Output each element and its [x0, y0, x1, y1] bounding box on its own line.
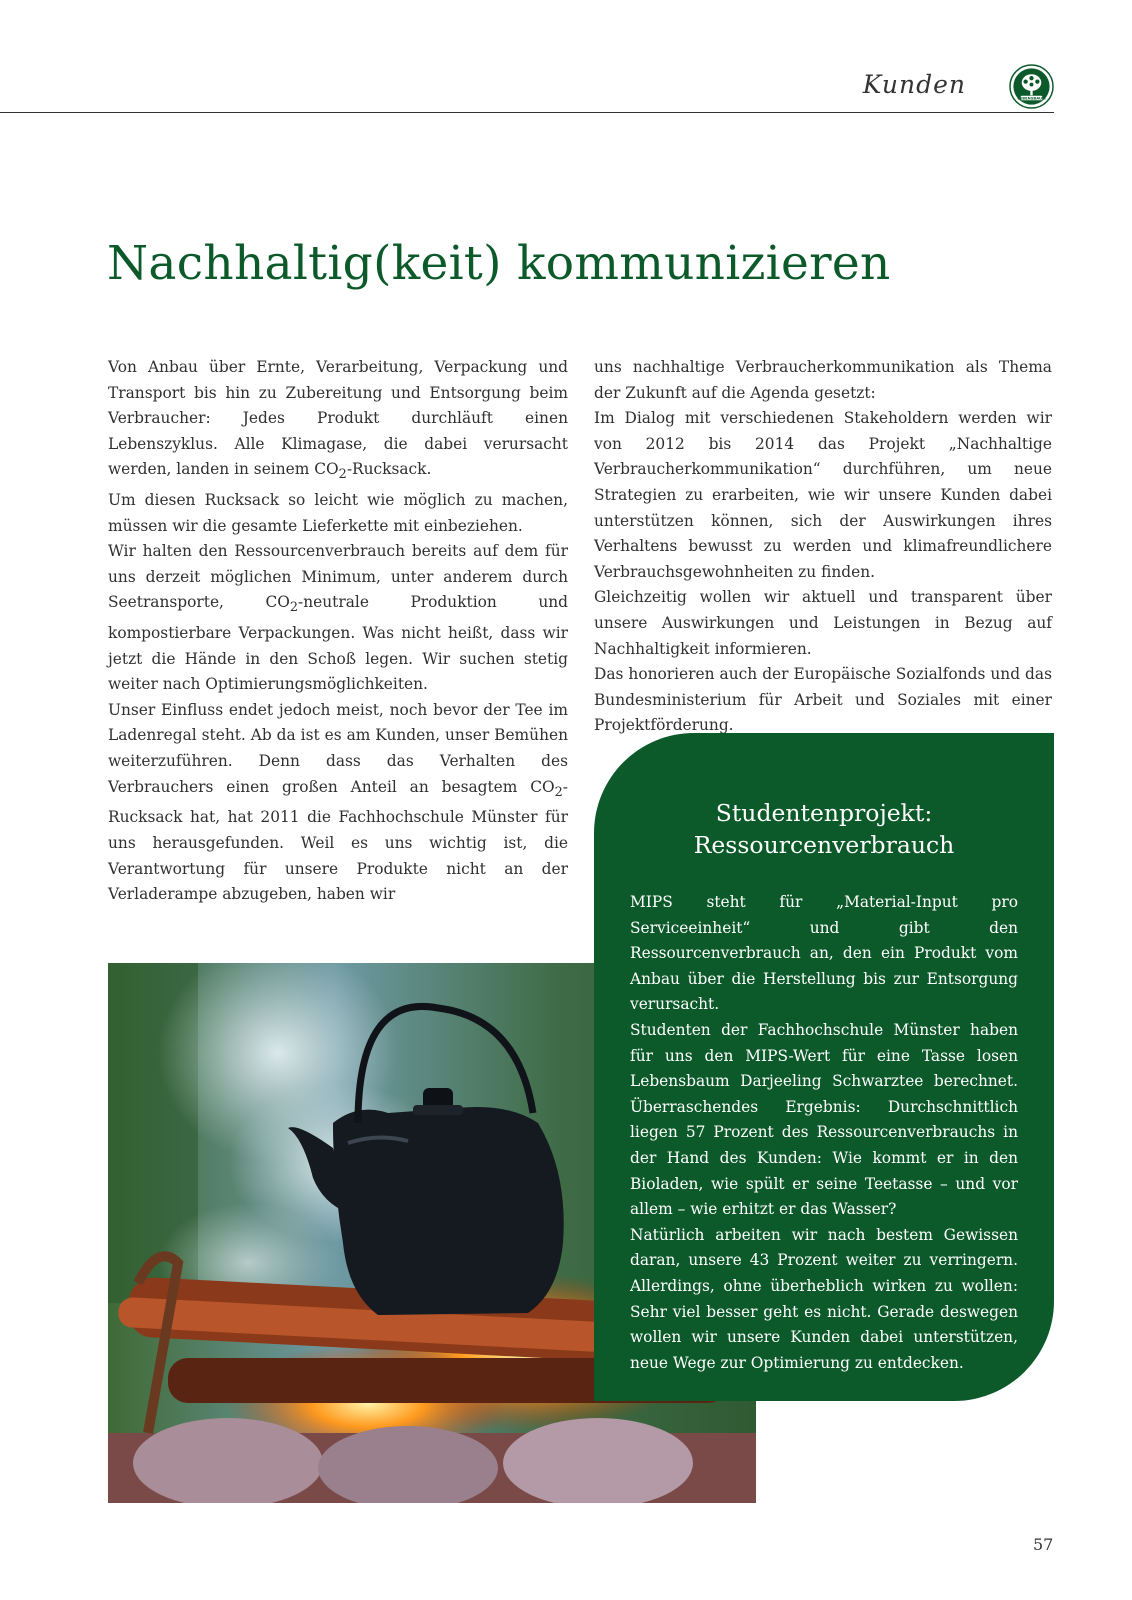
- paragraph: Natürlich arbeiten wir nach bestem Gewissen daran, unsere 43 Prozent weiter zu verringern. Allerdings, ohne überheblich wirken zu wollen: Sehr viel besser geht es nicht. Gerade deswegen wollen wir unsere Kunden dabei unterstützen, neue Wege zur Optimierung zu entdecken.: [630, 1225, 1018, 1372]
- header-rule: [0, 112, 1054, 113]
- student-project-box: [594, 733, 1054, 1401]
- section-label: Kunden: [862, 70, 966, 99]
- paragraph: Im Dialog mit verschiedenen Stakeholdern werden wir von 2012 bis 2014 das Projekt „Nachhaltige Verbraucherkommunikation“ durchführen, um neue Strategien zu erarbeiten, wie wir unsere Kunden dabei unterstützen können, sich der Auswirkungen ihres Verhaltens bewusst zu werden und klimafreundlichere Verbrauchsgewohnheiten zu finden.: [594, 409, 1052, 581]
- paragraph: Studenten der Fachhochschule Münster haben für uns den MIPS-Wert für eine Tasse losen Lebensbaum Darjeeling Schwarztee berechnet. Überraschendes Ergebnis: Durchschnittlich liegen 57 Prozent des Ressourcenverbrauchs in der Hand des Kunden: Wie kommt er in den Bioladen, wie spült er seine Teetasse – und vor allem – wie erhitzt er das Wasser?: [630, 1020, 1018, 1219]
- paragraph: uns nachhaltige Verbraucherkommunikation als Thema der Zukunft auf die Agenda gesetzt:: [594, 358, 1052, 402]
- logo-wordmark: LEBENSBAUM: [1017, 96, 1046, 101]
- paragraph: Um diesen Rucksack so leicht wie möglich zu machen, müssen wir die gesamte Lieferkette mit einbeziehen.: [108, 491, 568, 535]
- left-text-column: [108, 355, 568, 908]
- paragraph: Von Anbau über Ernte, Verarbeitung, Verpackung und Transport bis hin zu Zubereitung und Entsorgung beim Verbraucher: Jedes Produkt durchläuft einen Lebenszyklus. Alle Klimagase, die dabei verursacht werden, landen in seinem $CO_2$-Rucksack.: [108, 358, 568, 483]
- page-title: Nachhaltig(keit) kommunizieren: [107, 236, 891, 291]
- paragraph: Gleichzeitig wollen wir aktuell und transparent über unsere Auswirkungen und Leistungen in Bezug auf Nachhaltigkeit informieren.: [594, 588, 1052, 658]
- paragraph: Wir halten den Ressourcenverbrauch bereits auf dem für uns derzeit möglichen Minimum, unter anderem durch Seetransporte, $CO_2$-neutrale Produktion und kompostierbare Verpackungen. Was nicht heißt, dass wir jetzt die Hände in den Schoß legen. Wir suchen stetig weiter nach Optimierungsmöglichkeiten.: [108, 542, 569, 694]
- lebensbaum-logo: [1009, 64, 1054, 109]
- page-number: 57: [1033, 1535, 1054, 1554]
- paragraph: Unser Einfluss endet jedoch meist, noch bevor der Tee im Ladenregal steht. Ab da ist es am Kunden, unser Bemühen weiterzuführen. Denn dass das Verhalten des Verbrauchers einen großen Anteil an besagtem $CO_2$-Rucksack hat, hat 2011 die Fachhochschule Münster für uns herausgefunden. Weil es uns wichtig ist, die Verantwortung für unsere Produkte nicht an der Verladerampe abzugeben, haben wir: [108, 700, 568, 904]
- box-body: [630, 890, 1018, 1376]
- paragraph: MIPS steht für „Material-Input pro Serviceeinheit“ und gibt den Ressourcenverbrauch an, den ein Produkt vom Anbau über die Herstellung bis zur Entsorgung verursacht.: [630, 893, 1018, 1014]
- right-text-column: [594, 355, 1052, 739]
- box-title: Studentenprojekt: Ressourcenverbrauch: [693, 799, 955, 859]
- paragraph: Das honorieren auch der Europäische Sozialfonds und das Bundesministerium für Arbeit und Soziales mit einer Projektförderung.: [594, 665, 1052, 735]
